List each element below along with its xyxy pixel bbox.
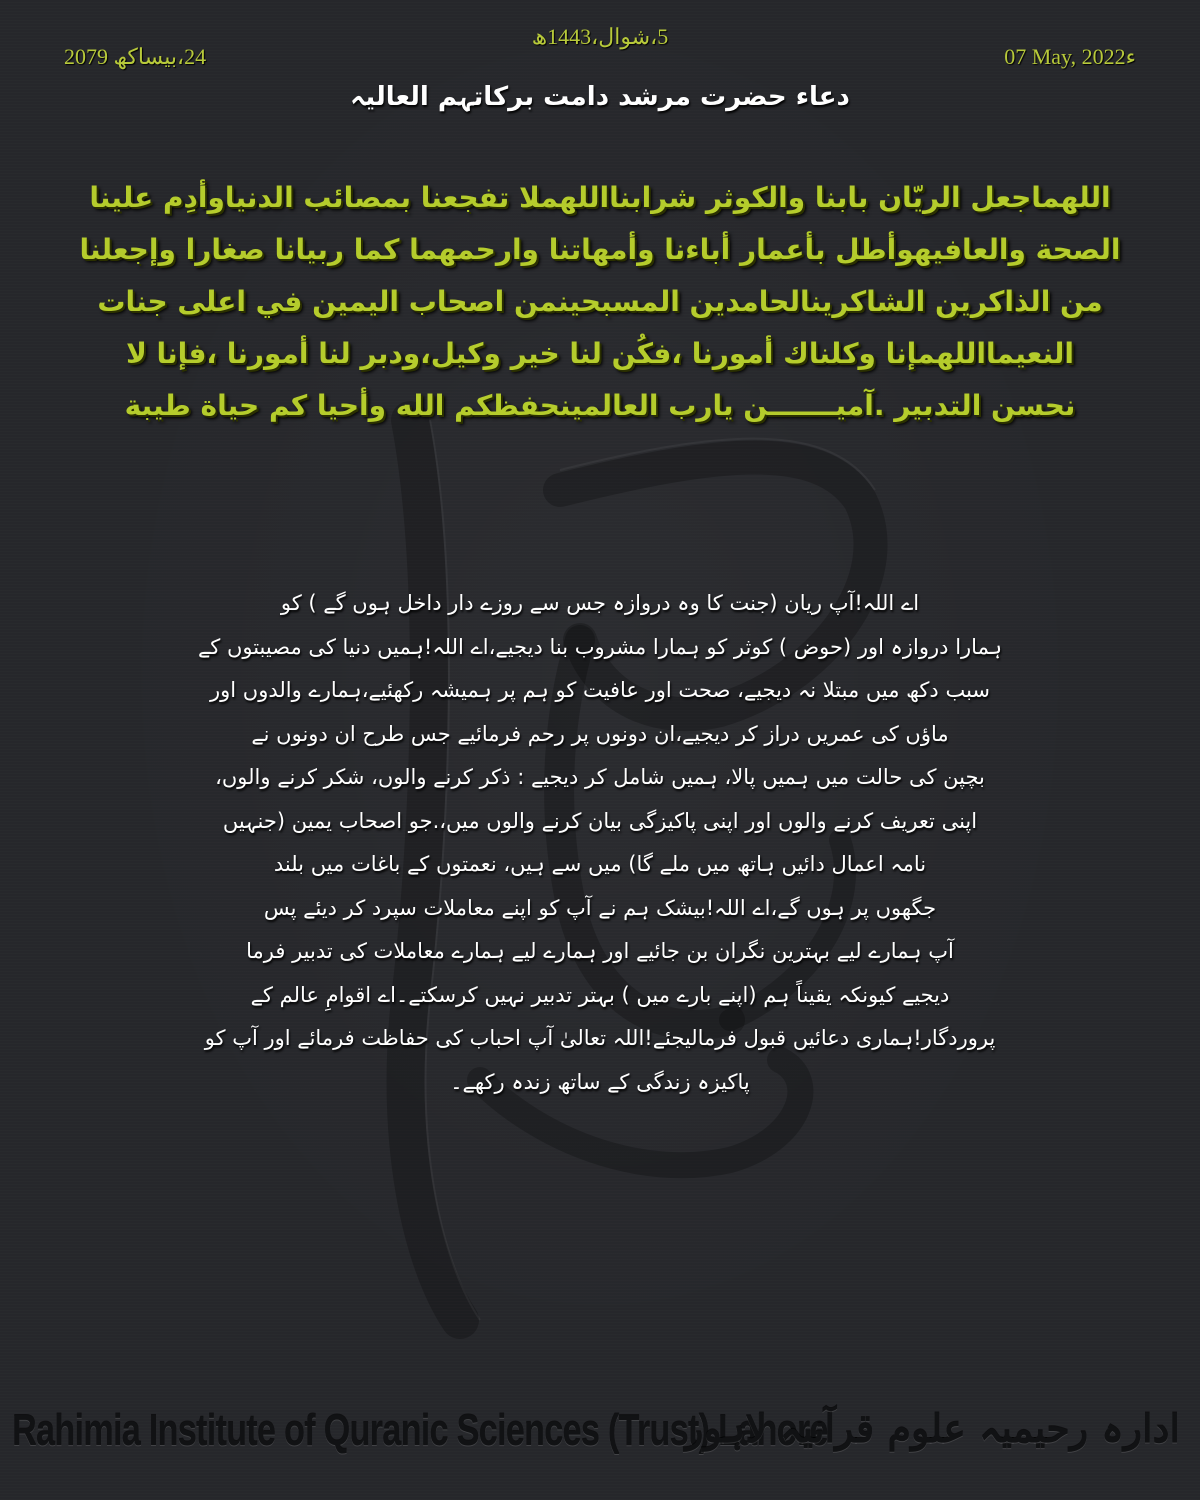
urdu-translation-text bbox=[160, 582, 1040, 1104]
urdu-translation-line: آپ ہمارے لیے بہترین نگران بن جائیے اور ہمارے لیے ہمارے معاملات کی تدبیر فرما bbox=[246, 939, 954, 963]
urdu-translation-line: اپنی تعریف کرنے والوں اور اپنی پاکیزگی بیان کرنے والوں میں،.جو اصحاب یمین (جنہیں bbox=[222, 808, 978, 833]
urdu-translation-line: جگھوں پر ہوں گے،اے اللہ!بیشک ہم نے آپ کو اپنے معاملات سپرد کر دیئے پس bbox=[263, 895, 937, 920]
page-title: دعاء حضرت مرشد دامت برکاتہم العالیہ bbox=[350, 82, 850, 112]
gregorian-date: 07 May, 2022ء bbox=[1004, 44, 1136, 69]
institute-name-english: Rahimia Institute of Quranic Sciences (Trust) Lahore bbox=[12, 1406, 828, 1455]
footer-branding bbox=[0, 1400, 1200, 1470]
urdu-translation-line: نامہ اعمال دائیں ہاتھ میں ملے گا) میں سے ہیں، نعمتوں کے باغات میں بلند bbox=[273, 852, 927, 876]
urdu-translation-line: پروردگار!ہماری دعائیں قبول فرمالیجئے!اللہ تعالیٰ آپ احباب کی حفاظت فرمائے اور آپ کو bbox=[204, 1026, 996, 1050]
arabic-dua-line: النعيمااللهمإنا وكلناك أمورنا ،فكُن لنا خير وكيل،ودبر لنا أمورنا ،فإنا لا bbox=[125, 337, 1075, 370]
urdu-translation-line: پاکیزہ زندگی کے ساتھ زندہ رکھے۔ bbox=[450, 1069, 750, 1094]
arabic-dua-line: الصحة والعافيهوأطل بأعمار أباءنا وأمهاتنا وارحمهما كما ربيانا صغارا وإجعلنا bbox=[79, 233, 1121, 266]
urdu-translation-line: بچپن کی حالت میں ہمیں پالا، ہمیں شامل کر دیجیے : ذکر کرنے والوں، شکر کرنے والوں، bbox=[215, 765, 985, 789]
hijri-date: 5،شوال،1443ھ bbox=[531, 24, 669, 49]
urdu-translation-line: سبب دکھ میں مبتلا نہ دیجیے، صحت اور عافیت کو ہم پر ہمیشہ رکھئیے،ہمارے والدوں اور bbox=[209, 678, 990, 702]
institute-logo-urdu: ادارہ رحیمیہ علوم قرآنیہ لاہور bbox=[685, 1406, 1180, 1451]
arabic-dua-text bbox=[70, 172, 1130, 432]
urdu-translation-line: اے اللہ!آپ ریان (جنت کا وہ دروازہ جس سے روزے دار داخل ہوں گے ) کو bbox=[280, 591, 920, 615]
arabic-dua-line: اللهماجعل الريّان بابنا والكوثر شرابنااللهملا تفجعنا بمصائب الدنياوأدِم علينا bbox=[89, 181, 1111, 214]
bikrami-date: 24،بیساکھ 2079 bbox=[64, 44, 207, 69]
urdu-translation-line: دیجیے کیونکہ یقیناً ہم (اپنے بارے میں ) بہتر تدبیر نہیں کرسکتے۔اے اقوامِ عالم کے bbox=[250, 982, 950, 1007]
urdu-translation-line: ہمارا دروازہ اور (حوض ) کوثر کو ہمارا مشروب بنا دیجیے،اے اللہ!ہمیں دنیا کی مصیبتوں کے bbox=[197, 634, 1003, 659]
arabic-dua-line: نحسن التدبير .آميـــــــن يارب العالمينحفظكم الله وأحيا كم حياة طيبة bbox=[124, 389, 1076, 422]
arabic-dua-line: من الذاكرين الشاكرينالحامدين المسبحينمن اصحاب اليمين في اعلى جنات bbox=[97, 285, 1103, 318]
urdu-translation-line: ماؤں کی عمریں دراز کر دیجیے،ان دونوں پر رحم فرمائیے جس طرح ان دونوں نے bbox=[251, 721, 949, 746]
